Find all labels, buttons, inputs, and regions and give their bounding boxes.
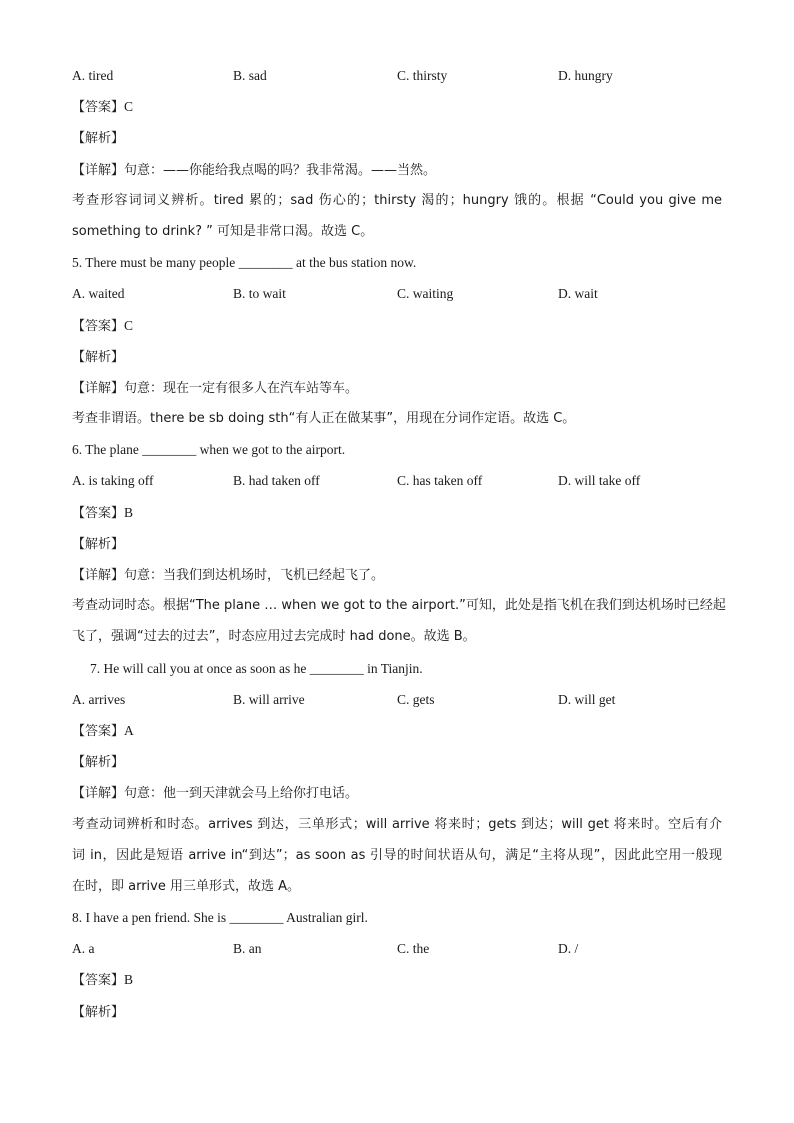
q6-question: 6. The plane ________ when we got to the airport. xyxy=(72,442,346,458)
q8-answer xyxy=(72,964,722,995)
q5-option-b: B. to wait xyxy=(233,286,286,302)
q8-options xyxy=(72,933,722,964)
answer-value: A xyxy=(124,722,134,738)
q4-answer xyxy=(72,91,722,122)
answer-tag: 【答案】 xyxy=(72,505,125,521)
q7-option-b: B. will arrive xyxy=(233,691,305,707)
q5-detail xyxy=(72,372,722,403)
q7-option-a: A. arrives xyxy=(72,691,126,707)
analysis-tag: 【解析】 xyxy=(72,536,125,552)
detail-text: 句意：他一到天津就会马上给你打电话。 xyxy=(124,786,359,802)
answer-tag: 【答案】 xyxy=(72,973,125,989)
detail-tag: 【详解】 xyxy=(72,162,125,178)
q4-option-d: D. hungry xyxy=(558,68,613,83)
answer-tag: 【答案】 xyxy=(72,723,125,739)
q7-option-c: C. gets xyxy=(397,691,435,707)
q8-option-c: C. the xyxy=(397,941,430,957)
answer-tag: 【答案】 xyxy=(72,100,125,116)
answer-value: B xyxy=(124,972,134,988)
q6-detail xyxy=(72,559,722,590)
analysis-tag: 【解析】 xyxy=(72,755,125,771)
q4-explain-2: something to drink? ” 可知是非常口渴。故选 C。 xyxy=(72,223,374,239)
q8-option-a: A. a xyxy=(72,941,95,957)
q5-question: 5. There must be many people ________ at the bus station now. xyxy=(72,255,417,271)
detail-tag: 【详解】 xyxy=(72,568,125,583)
q4-option-c: C. thirsty xyxy=(397,68,448,83)
q4-option-b: B. sad xyxy=(233,68,267,83)
answer-value: C xyxy=(124,99,134,115)
q4-explain-1: 考查形容词词义辨析。tired 累的；sad 伤心的；thirsty 渴的；hungry 饿的。根据 “Could you give me xyxy=(72,192,722,208)
q4-detail xyxy=(72,154,722,185)
q5-options xyxy=(72,278,722,309)
q7-detail xyxy=(72,777,722,808)
document-page xyxy=(72,60,726,1027)
answer-tag: 【答案】 xyxy=(72,318,125,334)
analysis-tag: 【解析】 xyxy=(72,349,125,365)
detail-tag: 【详解】 xyxy=(72,380,125,396)
q7-analysis xyxy=(72,746,722,777)
q7-answer xyxy=(72,715,722,746)
detail-text: 句意：当我们到达机场时，飞机已经起飞了。 xyxy=(124,568,385,583)
q5-option-a: A. waited xyxy=(72,286,125,302)
q6-explain-1: 考查动词时态。根据“The plane … when we got to the airport.”可知，此处是指飞机在我们到达机场时已经起 xyxy=(72,598,726,614)
q8-option-d: D. / xyxy=(558,941,579,957)
q7-options xyxy=(72,684,722,715)
q6-explain-2: 飞了，强调“过去的过去”，时态应用过去完成时 had done。故选 B。 xyxy=(72,629,476,645)
q6-analysis xyxy=(72,528,722,559)
q8-question: 8. I have a pen friend. She is ________ Australian girl. xyxy=(72,910,368,926)
q7-question: 7. He will call you at once as soon as he ________ in Tianjin. xyxy=(90,660,423,676)
answer-value: C xyxy=(124,317,134,333)
q5-option-c: C. waiting xyxy=(397,286,454,302)
q4-analysis xyxy=(72,122,722,153)
detail-text: 句意：——你能给我点喝的吗？我非常渴。——当然。 xyxy=(124,162,437,178)
q4-option-a: A. tired xyxy=(72,68,114,83)
q8-option-b: B. an xyxy=(233,941,262,957)
analysis-tag: 【解析】 xyxy=(72,131,125,147)
q7-option-d: D. will get xyxy=(558,691,616,707)
q6-answer xyxy=(72,497,722,528)
answer-value: B xyxy=(124,504,134,520)
detail-tag: 【详解】 xyxy=(72,786,125,802)
q7-explain-3: 在时，即 arrive 用三单形式，故选 A。 xyxy=(72,878,301,894)
q8-analysis xyxy=(72,996,722,1027)
analysis-tag: 【解析】 xyxy=(72,1004,125,1020)
q5-option-d: D. wait xyxy=(558,286,598,302)
q5-analysis xyxy=(72,341,722,372)
q6-option-a: A. is taking off xyxy=(72,473,154,489)
detail-text: 句意：现在一定有很多人在汽车站等车。 xyxy=(124,380,359,396)
q7-explain-1: 考查动词辨析和时态。arrives 到达，三单形式；will arrive 将来时；gets 到达；will get 将来时。空后有介 xyxy=(72,816,722,832)
q6-option-c: C. has taken off xyxy=(397,473,483,489)
q6-option-d: D. will take off xyxy=(558,473,641,489)
q5-explain-1: 考查非谓语。there be sb doing sth“有人正在做某事”，用现在分词作定语。故选 C。 xyxy=(72,411,576,427)
q4-options xyxy=(72,60,722,91)
q5-answer xyxy=(72,310,722,341)
q6-options xyxy=(72,465,722,496)
q7-explain-2: 词 in，因此是短语 arrive in“到达”；as soon as 引导的时间状语从句，满足“主将从现”，因此此空用一般现 xyxy=(72,847,722,863)
q6-option-b: B. had taken off xyxy=(233,473,320,489)
